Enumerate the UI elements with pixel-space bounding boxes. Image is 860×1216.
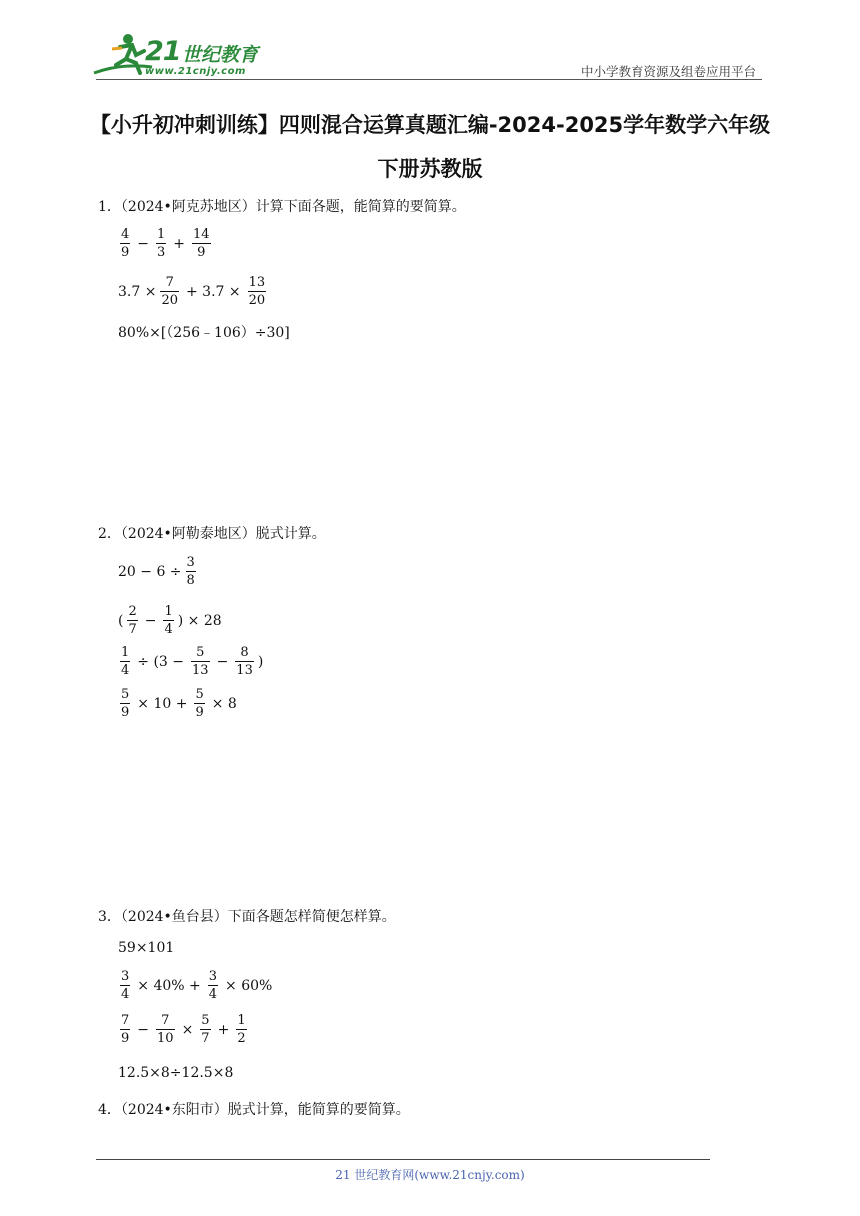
fraction: $\frac{2}{7}$ [128, 604, 137, 637]
fraction: $\frac{1}{4}$ [121, 645, 130, 678]
footer-divider [96, 1159, 710, 1160]
fraction: $\frac{3}{4}$ [121, 969, 130, 1002]
question-prompt: （2024•阿勒泰地区）脱式计算。 [120, 526, 326, 542]
fraction: $\frac{4}{9}$ [121, 227, 130, 260]
fraction: $\frac{7}{10}$ [157, 1013, 174, 1046]
q1-expression-1: $\frac{4}{9}$ − $\frac{1}{3}$ + $\frac{14}{9}$ [121, 227, 210, 260]
fraction: $\frac{14}{9}$ [193, 227, 210, 260]
question-number: 1． [98, 199, 121, 215]
header-divider [96, 79, 762, 80]
header-platform-text: 中小学教育资源及组卷应用平台 [580, 64, 756, 79]
q3-expression-4: 12.5×8÷12.5×8 [118, 1065, 234, 1081]
question-number: 2． [98, 526, 121, 542]
fraction: $\frac{7}{9}$ [121, 1013, 130, 1046]
fraction: $\frac{5}{7}$ [201, 1013, 210, 1046]
question-prompt: （2024•鱼台县）下面各题怎样简便怎样算。 [120, 909, 396, 925]
q2-expression-3: $\frac{1}{4}$ ÷ (3 − $\frac{5}{13}$ − $\frac{8}{13}$ ) [121, 645, 264, 678]
question-number: 4． [98, 1102, 121, 1118]
q1-expression-2: 3.7 × $\frac{7}{20}$ + 3.7 × $\frac{13}{20}$ [118, 275, 266, 308]
footer-link[interactable]: 21 世纪教育网(www.21cnjy.com) [335, 1168, 525, 1182]
q1-expression-3: 80%×[（256﹣106）÷30] [118, 325, 290, 341]
fraction: $\frac{3}{4}$ [208, 969, 218, 1002]
logo-number: 21 [145, 36, 181, 67]
fraction: $\frac{13}{20}$ [248, 275, 266, 308]
q2-expression-2: ( $\frac{2}{7}$ − $\frac{1}{4}$ ) × 28 [118, 604, 222, 637]
fraction: $\frac{3}{8}$ [186, 555, 195, 588]
question-prompt: （2024•阿克苏地区）计算下面各题，能简算的要简算。 [120, 199, 466, 215]
question-2 [98, 523, 326, 543]
question-1 [98, 196, 466, 216]
fraction: $\frac{8}{13}$ [236, 645, 253, 678]
fraction: $\frac{1}{4}$ [164, 604, 173, 637]
question-3 [98, 906, 396, 926]
question-4 [98, 1099, 410, 1119]
fraction: $\frac{5}{9}$ [195, 687, 204, 720]
q3-expression-2: $\frac{3}{4}$ × 40% + $\frac{3}{4}$ × 60% [121, 969, 273, 1002]
fraction: $\frac{7}{20}$ [161, 275, 178, 308]
q2-expression-1: 20 − 6 ÷ $\frac{3}{8}$ [118, 555, 195, 588]
q2-expression-4: $\frac{5}{9}$ × 10 + $\frac{5}{9}$ × 8 [121, 687, 237, 720]
fraction: $\frac{5}{9}$ [121, 687, 130, 720]
fraction: $\frac{5}{13}$ [192, 645, 209, 678]
q3-expression-3: $\frac{7}{9}$ − $\frac{7}{10}$ × $\frac{5}{7}$ + $\frac{1}{2}$ [121, 1013, 246, 1046]
question-number: 3． [98, 909, 121, 925]
logo-text: 世纪教育 [182, 44, 259, 66]
question-prompt: （2024•东阳市）脱式计算，能简算的要简算。 [120, 1102, 410, 1118]
q3-expression-1: 59×101 [118, 940, 175, 956]
fraction: $\frac{1}{2}$ [237, 1013, 246, 1046]
logo-url: www.21cnjy.com [145, 66, 246, 77]
fraction: $\frac{1}{3}$ [157, 227, 166, 260]
document-title-line1: 【小升初冲刺训练】四则混合运算真题汇编-2024-2025学年数学六年级 [89, 113, 771, 137]
document-title-line2: 下册苏教版 [377, 157, 483, 181]
